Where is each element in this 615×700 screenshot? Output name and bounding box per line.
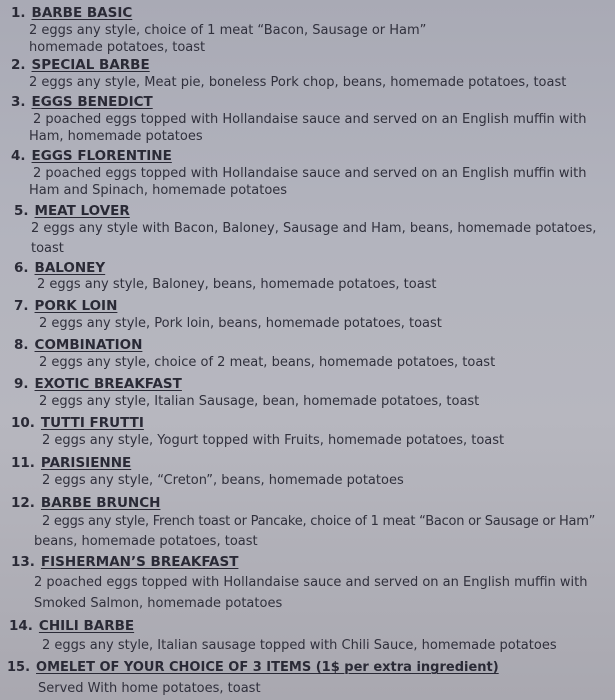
menu-item-description: Ham, homemade potatoes xyxy=(29,129,203,144)
menu-item-description: 2 eggs any style, French toast or Pancake, choice of 1 meat “Bacon or Sausage or Ham” xyxy=(42,514,596,529)
menu-item-description: 2 eggs any style, Italian sausage topped with Chili Sauce, homemade potatoes xyxy=(42,638,557,653)
menu-item-description: 2 eggs any style, choice of 1 meat “Bacon, Sausage or Ham” xyxy=(29,23,427,38)
menu-item-title: EXOTIC BREAKFAST xyxy=(34,376,182,392)
menu-item-number: 1. xyxy=(11,5,26,21)
menu-item-title: BARBE BRUNCH xyxy=(40,495,161,511)
menu-item-heading xyxy=(14,337,142,353)
menu-item-description: 2 eggs any style, “Creton”, beans, homemade potatoes xyxy=(42,473,404,488)
menu-item-title: BALONEY xyxy=(34,260,106,276)
menu-item-description: 2 eggs any style, Baloney, beans, homemade potatoes, toast xyxy=(37,277,437,292)
menu-item-number: 8. xyxy=(14,337,29,353)
menu-item-heading xyxy=(11,94,153,110)
menu-item-number: 11. xyxy=(11,455,35,471)
menu-item-heading xyxy=(11,57,150,73)
menu-item-description: Smoked Salmon, homemade potatoes xyxy=(34,596,283,611)
menu-item-number: 6. xyxy=(14,260,29,276)
menu-item-description: 2 eggs any style with Bacon, Baloney, Sausage and Ham, beans, homemade potatoes, xyxy=(31,221,597,236)
menu-item-title: SPECIAL BARBE xyxy=(31,57,150,73)
menu-item-heading xyxy=(9,618,134,634)
menu-item-heading xyxy=(14,298,117,314)
menu-item-description: 2 poached eggs topped with Hollandaise sauce and served on an English muffin with xyxy=(33,112,587,127)
menu-item-description: Served With home potatoes, toast xyxy=(38,681,261,696)
menu-item-title: PORK LOIN xyxy=(34,298,118,314)
menu-item-description: Ham and Spinach, homemade potatoes xyxy=(29,183,288,198)
menu-item-heading xyxy=(7,660,499,676)
menu-item-heading xyxy=(11,554,238,570)
menu-item-description: 2 eggs any style, Italian Sausage, bean, homemade potatoes, toast xyxy=(39,394,480,409)
menu-item-description: 2 eggs any style, choice of 2 meat, beans, homemade potatoes, toast xyxy=(39,355,496,370)
menu-item-description: toast xyxy=(31,241,64,256)
menu-item-title: BARBE BASIC xyxy=(31,5,133,21)
menu-item-number: 12. xyxy=(11,495,35,511)
menu-item-description: 2 poached eggs topped with Hollandaise sauce and served on an English muffin with xyxy=(33,166,587,181)
menu-item-title: EGGS FLORENTINE xyxy=(31,148,172,164)
menu-item-title: COMBINATION xyxy=(34,337,143,353)
menu-item-heading xyxy=(11,5,132,21)
menu-item-description: 2 poached eggs topped with Hollandaise sauce and served on an English muffin with xyxy=(34,575,588,590)
menu-item-number: 7. xyxy=(14,298,29,314)
menu-item-number: 15. xyxy=(7,660,31,675)
menu-item-number: 2. xyxy=(11,57,26,73)
menu-item-number: 10. xyxy=(11,415,35,431)
menu-item-description: beans, homemade potatoes, toast xyxy=(34,534,258,549)
menu-item-description: homemade potatoes, toast xyxy=(29,40,206,55)
menu-item-title: EGGS BENEDICT xyxy=(31,94,153,110)
menu-item-heading xyxy=(11,148,172,164)
menu-item-number: 5. xyxy=(14,203,29,219)
menu-item-heading xyxy=(11,455,131,471)
menu-item-description: 2 eggs any style, Yogurt topped with Fruits, homemade potatoes, toast xyxy=(42,433,505,448)
menu-item-title: FISHERMAN’S BREAKFAST xyxy=(40,554,239,570)
menu-item-description: 2 eggs any style, Pork loin, beans, homemade potatoes, toast xyxy=(39,316,442,331)
menu-item-heading xyxy=(14,260,105,276)
menu-item-heading xyxy=(11,415,144,431)
menu-item-number: 13. xyxy=(11,554,35,570)
menu-item-title: OMELET OF YOUR CHOICE OF 3 ITEMS (1$ per extra ingredient) xyxy=(36,660,499,675)
menu-item-title: CHILI BARBE xyxy=(38,618,135,634)
menu-item-number: 9. xyxy=(14,376,29,392)
menu-item-number: 14. xyxy=(9,618,33,634)
menu-item-description: 2 eggs any style, Meat pie, boneless Pork chop, beans, homemade potatoes, toast xyxy=(29,75,567,90)
menu-item-title: TUTTI FRUTTI xyxy=(40,415,144,431)
menu-item-title: MEAT LOVER xyxy=(34,203,130,219)
menu-item-heading xyxy=(14,203,130,219)
menu-item-number: 4. xyxy=(11,148,26,164)
menu-item-heading xyxy=(14,376,182,392)
menu-item-number: 3. xyxy=(11,94,26,110)
menu-item-heading xyxy=(11,495,160,511)
menu-item-title: PARISIENNE xyxy=(40,455,132,471)
